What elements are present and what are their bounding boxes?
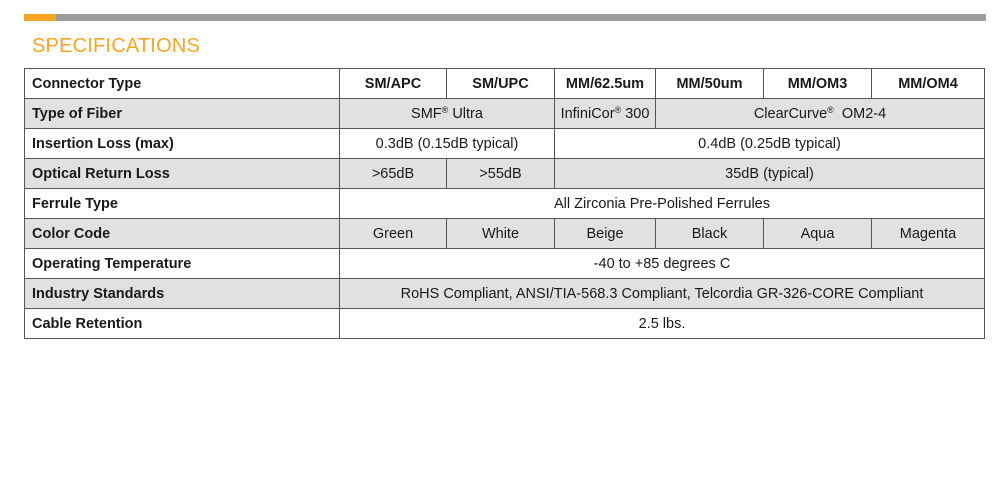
cell-fiber-mm62 [555,99,656,129]
cell-color-mm-50um: Black [656,219,764,249]
cell-color-sm-upc: White [447,219,555,249]
cell-color-sm-apc: Green [340,219,447,249]
row-label-ferrule-type: Ferrule Type [25,189,340,219]
cell-ferrule-type: All Zirconia Pre-Polished Ferrules [340,189,985,219]
row-label-operating-temperature: Operating Temperature [25,249,340,279]
cell-color-mm-om3: Aqua [764,219,872,249]
cell-insertion-loss-sm: 0.3dB (0.15dB typical) [340,129,555,159]
column-header-mm-om3: MM/OM3 [764,69,872,99]
cell-orl-mm: 35dB (typical) [555,159,985,189]
cell-fiber-mm-rest [656,99,985,129]
specifications-table [24,68,985,339]
fiber-sm-suffix: Ultra [448,105,483,122]
row-label-industry-standards: Industry Standards [25,279,340,309]
fiber-mm62-name: InfiniCor [560,105,615,122]
column-header-sm-apc: SM/APC [340,69,447,99]
cell-cable-retention: 2.5 lbs. [340,309,985,339]
row-label-type-of-fiber: Type of Fiber [25,99,340,129]
fiber-mm-rest-name: ClearCurve [753,105,828,122]
row-label-connector-type: Connector Type [25,69,340,99]
table-row-connector-type [25,69,985,99]
section-title: SPECIFICATIONS [32,35,201,57]
cell-insertion-loss-mm: 0.4dB (0.25dB typical) [555,129,985,159]
cell-orl-apc: >65dB [340,159,447,189]
row-label-insertion-loss: Insertion Loss (max) [25,129,340,159]
fiber-mm-rest-registered: ® [827,104,834,115]
table-row-ferrule-type [25,189,985,219]
cell-operating-temperature: -40 to +85 degrees C [340,249,985,279]
fiber-mm62-registered: ® [614,104,622,115]
header-rule [24,14,986,21]
table-row-operating-temperature [25,249,985,279]
table-row-color-code [25,219,985,249]
cell-orl-upc: >55dB [447,159,555,189]
table-row-cable-retention [25,309,985,339]
column-header-sm-upc: SM/UPC [447,69,555,99]
fiber-mm-rest-suffix: OM2-4 [833,105,887,122]
table-row-type-of-fiber [25,99,985,129]
fiber-sm-name: SMF [411,105,442,122]
cell-industry-standards: RoHS Compliant, ANSI/TIA-568.3 Compliant, Telcordia GR-326-CORE Compliant [340,279,985,309]
cell-color-mm-62-5um: Beige [555,219,656,249]
column-header-mm-om4: MM/OM4 [872,69,985,99]
header-rule-accent [24,14,56,21]
cell-fiber-sm [340,99,555,129]
column-header-mm-50um: MM/50um [656,69,764,99]
table-row-optical-return-loss [25,159,985,189]
fiber-sm-registered: ® [441,104,449,115]
row-label-color-code: Color Code [25,219,340,249]
row-label-optical-return-loss: Optical Return Loss [25,159,340,189]
row-label-cable-retention: Cable Retention [25,309,340,339]
cell-color-mm-om4: Magenta [872,219,985,249]
table-row-insertion-loss [25,129,985,159]
table-row-industry-standards [25,279,985,309]
fiber-mm62-suffix: 300 [621,105,650,122]
column-header-mm-62-5um: MM/62.5um [555,69,656,99]
